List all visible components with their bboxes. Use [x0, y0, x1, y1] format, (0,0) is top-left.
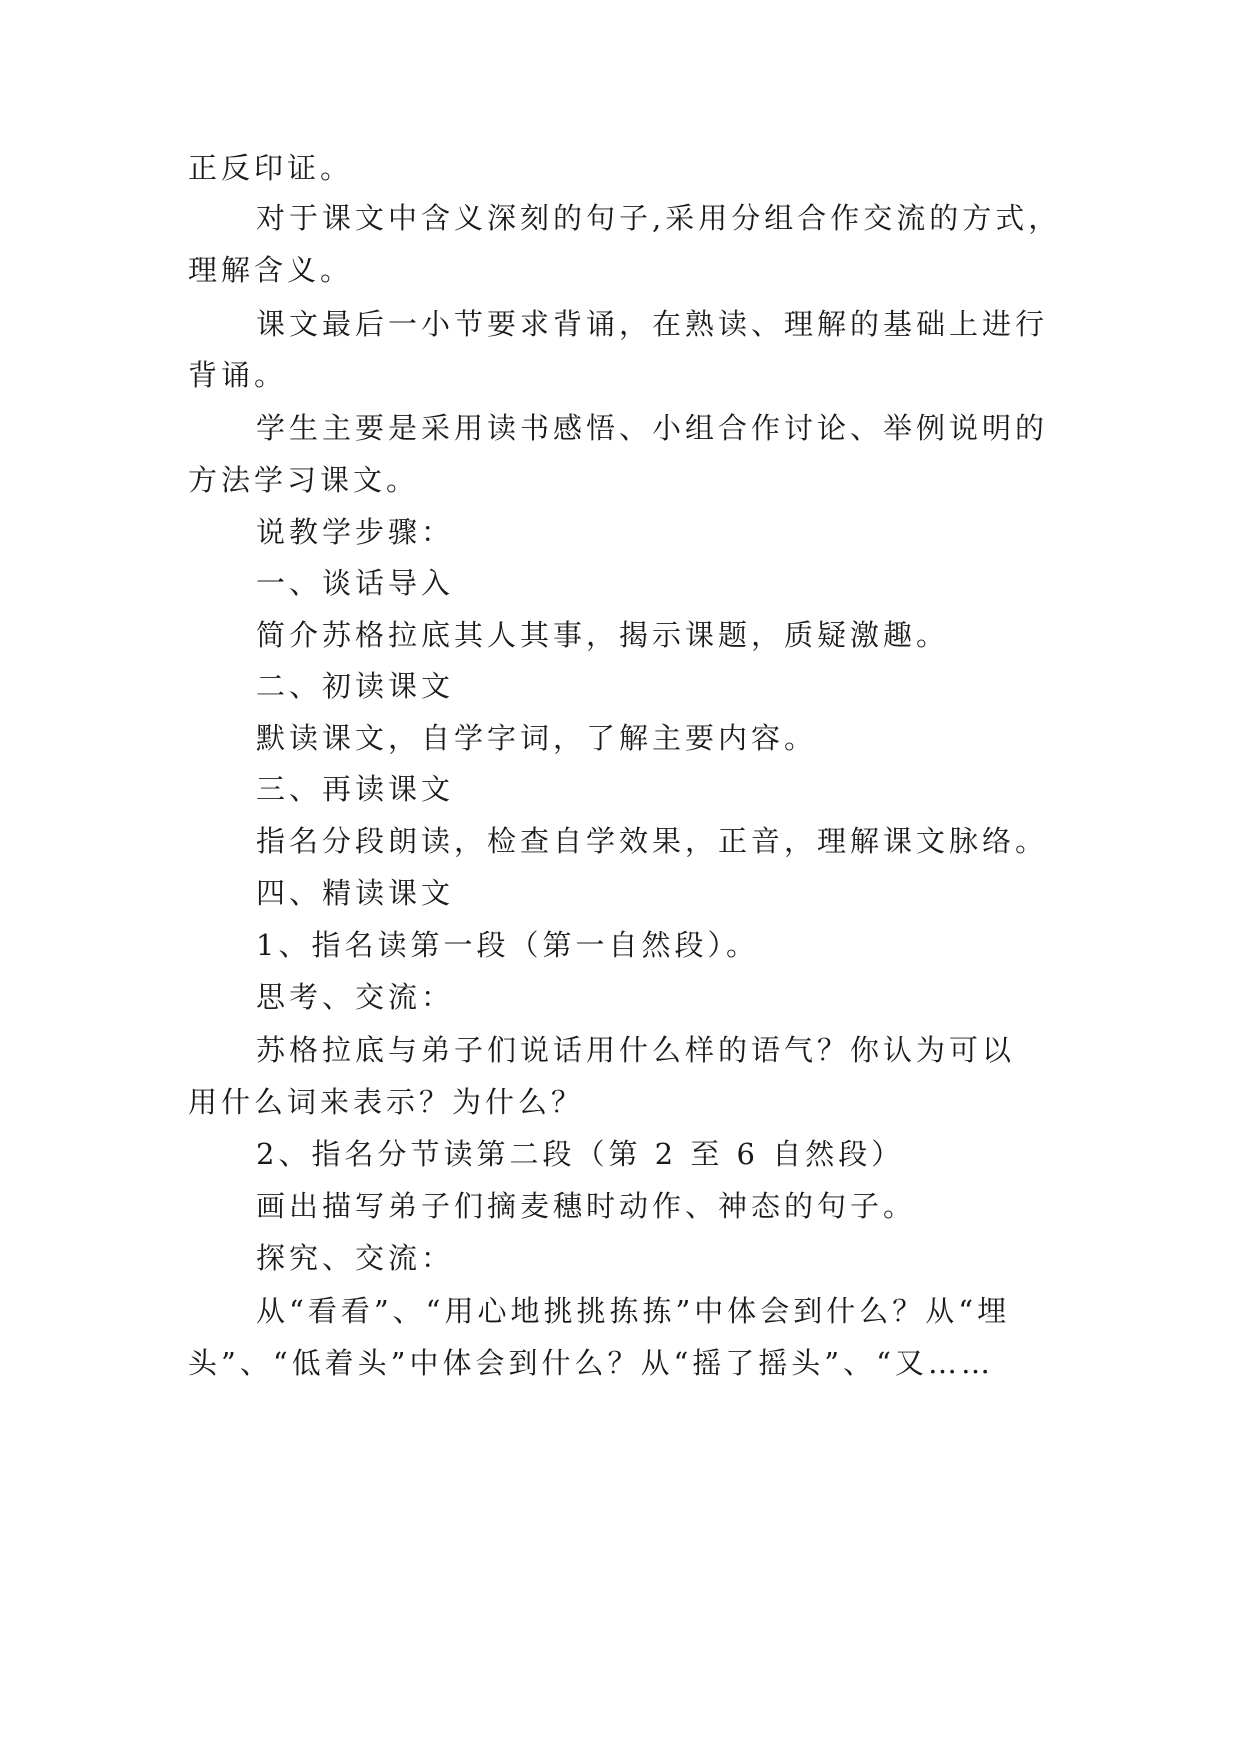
- text-line: 从“看看”、“用心地挑挑拣拣”中体会到什么？从“埋: [256, 1294, 1011, 1328]
- text-line: 简介苏格拉底其人其事，揭示课题，质疑激趣。: [256, 618, 950, 652]
- text-line: 1、指名读第一段（第一自然段）。: [256, 928, 759, 962]
- section-heading: 三、再读课文: [256, 772, 455, 806]
- text-line: 默读课文，自学字词，了解主要内容。: [256, 721, 818, 755]
- text-line: 课文最后一小节要求背诵，在熟读、理解的基础上进行: [256, 307, 1049, 341]
- text-line: 理解含义。: [188, 253, 354, 287]
- section-heading: 一、谈话导入: [256, 566, 455, 600]
- text-line: 画出描写弟子们摘麦穗时动作、神态的句子。: [256, 1189, 917, 1223]
- text-line: 苏格拉底与弟子们说话用什么样的语气？你认为可以: [256, 1033, 1016, 1067]
- text-line: 说教学步骤：: [256, 515, 455, 549]
- text-line: 思考、交流：: [256, 980, 455, 1014]
- text-line: 正反印证。: [188, 151, 354, 185]
- text-line: 指名分段朗读，检查自学效果，正音，理解课文脉络。: [256, 824, 1049, 858]
- text-line: 学生主要是采用读书感悟、小组合作讨论、举例说明的: [256, 411, 1049, 445]
- section-heading: 二、初读课文: [256, 669, 455, 703]
- text-line: 用什么词来表示？为什么？: [188, 1085, 585, 1119]
- text-line: 头”、“低着头”中体会到什么？从“摇了摇头”、“又……: [188, 1346, 994, 1380]
- text-line: 探究、交流：: [256, 1241, 455, 1275]
- text-line: 方法学习课文。: [188, 463, 420, 497]
- text-line: 背诵。: [188, 358, 288, 392]
- text-line: 对于课文中含义深刻的句子,采用分组合作交流的方式，: [256, 201, 1062, 235]
- text-line: 2、指名分节读第二段（第 2 至 6 自然段）: [256, 1137, 905, 1171]
- section-heading: 四、精读课文: [256, 876, 455, 910]
